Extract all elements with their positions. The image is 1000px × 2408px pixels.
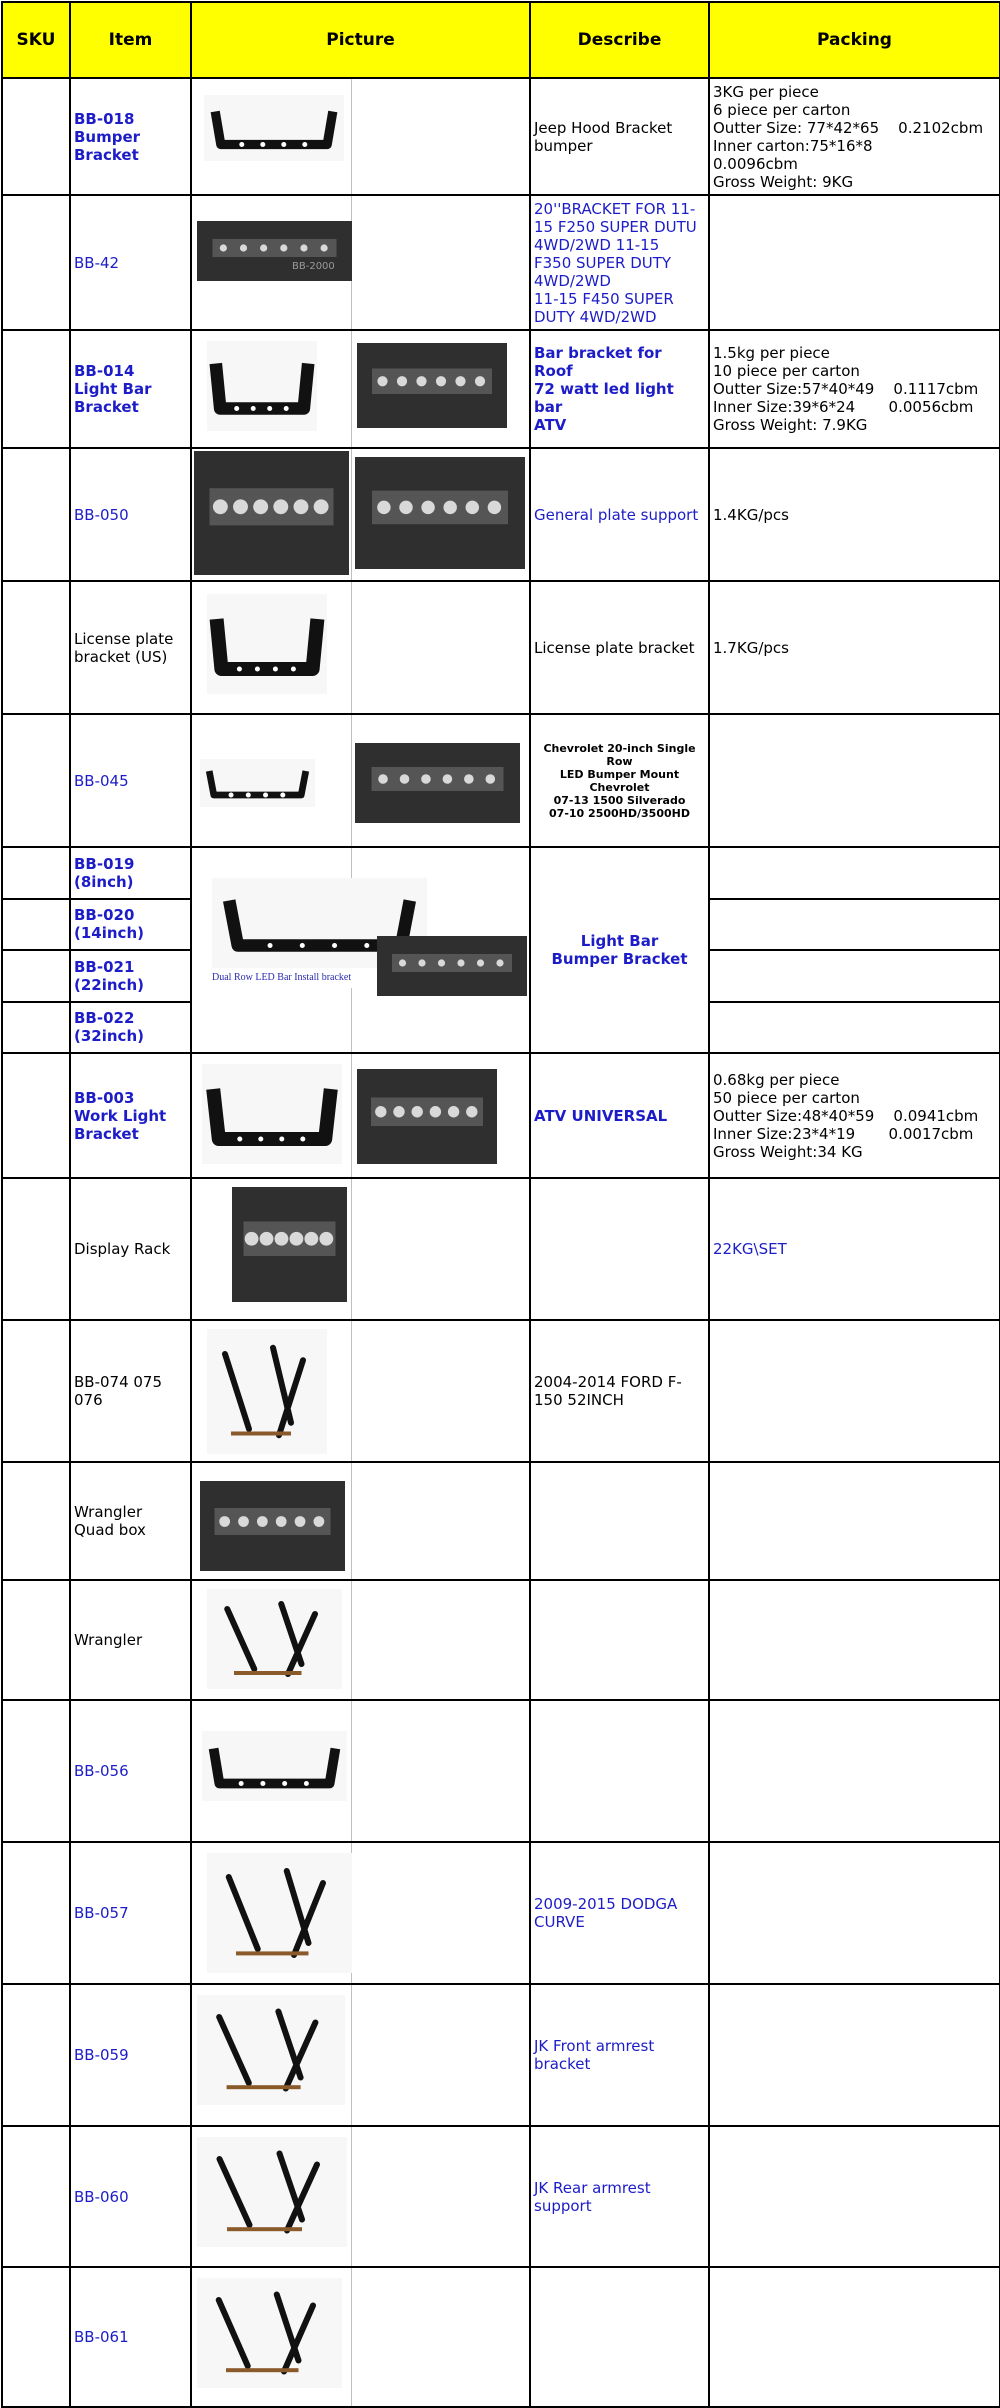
describe-cell bbox=[530, 1320, 709, 1462]
header-picture: Picture bbox=[191, 2, 530, 78]
packing-cell bbox=[709, 330, 1000, 448]
describe-line: CURVE bbox=[534, 1913, 585, 1931]
describe-cell bbox=[530, 2126, 709, 2267]
table-row bbox=[2, 330, 1000, 448]
item-cell bbox=[70, 78, 191, 195]
header-packing: Packing bbox=[709, 2, 1000, 78]
packing-cell bbox=[709, 448, 1000, 581]
product-photo bbox=[207, 1853, 352, 1973]
item-cell bbox=[70, 714, 191, 847]
picture-cell bbox=[191, 2126, 530, 2267]
packing-line: 6 piece per carton bbox=[713, 100, 851, 119]
item-line: BB-022 bbox=[74, 1009, 135, 1028]
describe-cell bbox=[530, 581, 709, 714]
describe-cell bbox=[530, 330, 709, 448]
item-cell bbox=[70, 448, 191, 581]
describe-line: License plate bracket bbox=[534, 638, 695, 657]
item-line: Bracket bbox=[74, 398, 139, 416]
sku-cell bbox=[2, 847, 70, 899]
product-photo bbox=[207, 341, 317, 431]
sku-cell bbox=[2, 1462, 70, 1580]
packing-line: 22KG\SET bbox=[713, 1240, 787, 1258]
product-photo bbox=[194, 451, 349, 575]
product-photo bbox=[355, 457, 525, 569]
describe-line: ATV UNIVERSAL bbox=[534, 1106, 668, 1125]
describe-line: Chevrolet 20-inch Single Row bbox=[543, 741, 696, 768]
describe-line: 150 52INCH bbox=[534, 1391, 624, 1409]
describe-line: Bumper Bracket bbox=[551, 950, 688, 968]
item-line: (22inch) bbox=[74, 975, 144, 994]
describe-cell bbox=[530, 1462, 709, 1580]
describe-line: 2004-2014 FORD F- bbox=[534, 1373, 682, 1391]
packing-cell bbox=[709, 2126, 1000, 2267]
item-line: Quad box bbox=[74, 1521, 146, 1539]
header-sku: SKU bbox=[2, 2, 70, 78]
sku-cell bbox=[2, 581, 70, 714]
item-cell bbox=[70, 1580, 191, 1700]
bracket-set-caption: Dual Row LED Bar Install bracket bbox=[212, 972, 352, 983]
table-row bbox=[2, 1178, 1000, 1320]
describe-line: JK Front armrest bbox=[534, 2037, 655, 2055]
item-line: BB-003 bbox=[74, 1088, 135, 1107]
packing-cell bbox=[709, 1842, 1000, 1984]
packing-line: Inner carton:75*16*8 bbox=[713, 136, 873, 155]
describe-line: General plate support bbox=[534, 505, 699, 524]
item-line: BB-060 bbox=[74, 2187, 129, 2206]
packing-cell bbox=[709, 1580, 1000, 1700]
sku-cell bbox=[2, 1002, 70, 1054]
picture-cell bbox=[191, 2267, 530, 2407]
picture-cell bbox=[191, 330, 530, 448]
packing-cell bbox=[709, 1984, 1000, 2126]
picture-cell bbox=[191, 1580, 530, 1700]
packing-cell bbox=[709, 1053, 1000, 1178]
item-line: Light Bar bbox=[74, 380, 152, 398]
picture-cell bbox=[191, 78, 530, 195]
table-row bbox=[2, 1053, 1000, 1178]
packing-cell bbox=[709, 581, 1000, 714]
describe-line: Jeep Hood Bracket bbox=[534, 118, 673, 137]
packing-cell bbox=[709, 714, 1000, 847]
describe-cell bbox=[530, 1700, 709, 1842]
packing-line: 1.5kg per piece bbox=[713, 344, 830, 362]
table-row bbox=[2, 2126, 1000, 2267]
picture-cell bbox=[191, 1053, 530, 1178]
item-line: (8inch) bbox=[74, 872, 134, 891]
packing-cell bbox=[709, 899, 1000, 951]
describe-cell bbox=[530, 2267, 709, 2407]
packing-line: 0.68kg per piece bbox=[713, 1070, 840, 1089]
sku-cell bbox=[2, 2267, 70, 2407]
packing-line: Gross Weight: 9KG bbox=[713, 172, 854, 191]
packing-line: 0.0096cbm bbox=[713, 154, 798, 173]
product-photo bbox=[202, 1731, 347, 1801]
describe-line: F350 SUPER DUTY bbox=[534, 253, 672, 272]
describe-cell bbox=[530, 1580, 709, 1700]
packing-cell bbox=[709, 1700, 1000, 1842]
packing-line: Outter Size: 77*42*65 0.2102cbm bbox=[713, 118, 984, 137]
item-line: Bumper bbox=[74, 127, 141, 146]
describe-line: JK Rear armrest bbox=[534, 2178, 651, 2197]
item-line: Bracket bbox=[74, 145, 139, 164]
item-cell bbox=[70, 1178, 191, 1320]
describe-line: bracket bbox=[534, 2055, 591, 2073]
packing-line: Gross Weight:34 KG bbox=[713, 1142, 863, 1161]
describe-cell bbox=[530, 1842, 709, 1984]
packing-line: Gross Weight: 7.9KG bbox=[713, 416, 868, 434]
packing-cell bbox=[709, 1320, 1000, 1462]
bb42-photo-label: BB-2000 bbox=[292, 261, 335, 272]
packing-cell bbox=[709, 950, 1000, 1002]
describe-cell bbox=[530, 1984, 709, 2126]
product-photo bbox=[357, 343, 507, 428]
describe-line: 20''BRACKET FOR 11- bbox=[534, 199, 696, 218]
item-line: BB-019 bbox=[74, 854, 135, 873]
sku-cell bbox=[2, 1984, 70, 2126]
item-line: BB-42 bbox=[74, 253, 120, 272]
describe-line: DUTY 4WD/2WD bbox=[534, 307, 657, 326]
packing-cell bbox=[709, 1462, 1000, 1580]
product-photo bbox=[197, 2137, 347, 2247]
table-row bbox=[2, 1842, 1000, 1984]
packing-line: Outter Size:48*40*59 0.0941cbm bbox=[713, 1106, 979, 1125]
packing-line: 10 piece per carton bbox=[713, 362, 860, 380]
picture-cell bbox=[191, 847, 530, 1053]
packing-line: 3KG per piece bbox=[713, 82, 819, 101]
light-bar-photo bbox=[377, 936, 527, 996]
table-row bbox=[2, 78, 1000, 195]
packing-line: Inner Size:39*6*24 0.0056cbm bbox=[713, 398, 974, 416]
item-cell bbox=[70, 195, 191, 330]
item-cell bbox=[70, 2126, 191, 2267]
describe-line: Bar bracket for Roof bbox=[534, 344, 662, 380]
product-photo bbox=[207, 1589, 342, 1689]
sku-cell bbox=[2, 1580, 70, 1700]
item-cell bbox=[70, 1002, 191, 1054]
picture-cell bbox=[191, 1700, 530, 1842]
item-line: BB-045 bbox=[74, 771, 129, 790]
sku-cell bbox=[2, 1842, 70, 1984]
item-line: BB-021 bbox=[74, 957, 135, 976]
table-row bbox=[2, 195, 1000, 330]
header-describe: Describe bbox=[530, 2, 709, 78]
table-row bbox=[2, 1462, 1000, 1580]
describe-line: support bbox=[534, 2196, 592, 2215]
describe-line: 2009-2015 DODGA bbox=[534, 1895, 678, 1913]
table-row bbox=[2, 1320, 1000, 1462]
describe-line: 4WD/2WD 11-15 bbox=[534, 235, 660, 254]
describe-cell bbox=[530, 78, 709, 195]
item-line: BB-061 bbox=[74, 2328, 129, 2346]
product-table bbox=[1, 1, 1000, 2408]
packing-line: 1.4KG/pcs bbox=[713, 505, 789, 524]
picture-cell bbox=[191, 1984, 530, 2126]
sku-cell bbox=[2, 950, 70, 1002]
item-line: BB-074 075 bbox=[74, 1373, 163, 1391]
item-cell bbox=[70, 1842, 191, 1984]
item-line: BB-057 bbox=[74, 1904, 129, 1922]
product-photo bbox=[204, 95, 344, 161]
packing-line: Inner Size:23*4*19 0.0017cbm bbox=[713, 1124, 974, 1143]
describe-line: 07-10 2500HD/3500HD bbox=[549, 806, 690, 820]
product-photo bbox=[202, 1064, 342, 1164]
table-row bbox=[2, 448, 1000, 581]
describe-line: 15 F250 SUPER DUTU bbox=[534, 217, 697, 236]
packing-cell bbox=[709, 1002, 1000, 1054]
item-line: Work Light bbox=[74, 1106, 167, 1125]
describe-line: LED Bumper Mount Chevrolet bbox=[559, 767, 680, 794]
item-line: Bracket bbox=[74, 1124, 139, 1143]
packing-line: Outter Size:57*40*49 0.1117cbm bbox=[713, 380, 979, 398]
describe-line: bumper bbox=[534, 136, 593, 155]
item-cell bbox=[70, 950, 191, 1002]
product-photo bbox=[355, 743, 520, 823]
describe-line: 07-13 1500 Silverado bbox=[553, 793, 686, 807]
table-row bbox=[2, 1700, 1000, 1842]
item-cell bbox=[70, 1053, 191, 1178]
product-photo bbox=[197, 2278, 342, 2388]
picture-cell bbox=[191, 1178, 530, 1320]
sku-cell bbox=[2, 1178, 70, 1320]
item-cell bbox=[70, 847, 191, 899]
item-line: BB-056 bbox=[74, 1762, 129, 1780]
item-line: BB-050 bbox=[74, 505, 129, 524]
item-line: BB-018 bbox=[74, 109, 135, 128]
table-row bbox=[2, 1984, 1000, 2126]
item-line: License plate bbox=[74, 629, 174, 648]
sku-cell bbox=[2, 2126, 70, 2267]
header-item: Item bbox=[70, 2, 191, 78]
sku-cell bbox=[2, 1053, 70, 1178]
item-cell bbox=[70, 2267, 191, 2407]
item-line: Display Rack bbox=[74, 1240, 171, 1258]
picture-cell bbox=[191, 195, 530, 330]
product-photo bbox=[357, 1069, 497, 1164]
describe-line: 11-15 F450 SUPER bbox=[534, 289, 674, 308]
packing-cell bbox=[709, 1178, 1000, 1320]
packing-cell bbox=[709, 195, 1000, 330]
sku-cell bbox=[2, 330, 70, 448]
item-cell bbox=[70, 1700, 191, 1842]
item-line: 076 bbox=[74, 1391, 103, 1409]
product-photo bbox=[207, 594, 327, 694]
header-row bbox=[2, 2, 1000, 78]
table-row bbox=[2, 581, 1000, 714]
sku-cell bbox=[2, 448, 70, 581]
item-line: Wrangler bbox=[74, 1503, 143, 1521]
packing-line: 50 piece per carton bbox=[713, 1088, 860, 1107]
picture-cell bbox=[191, 581, 530, 714]
sku-cell bbox=[2, 714, 70, 847]
packing-cell bbox=[709, 2267, 1000, 2407]
picture-cell bbox=[191, 714, 530, 847]
table-row bbox=[2, 847, 1000, 899]
describe-line: ATV bbox=[534, 416, 567, 434]
table-row bbox=[2, 1580, 1000, 1700]
describe-line: Light Bar bbox=[580, 932, 659, 950]
picture-cell bbox=[191, 1320, 530, 1462]
item-line: bracket (US) bbox=[74, 647, 168, 666]
sku-cell bbox=[2, 195, 70, 330]
item-line: Wrangler bbox=[74, 1631, 143, 1649]
sku-cell bbox=[2, 1700, 70, 1842]
item-line: (14inch) bbox=[74, 924, 144, 943]
item-cell bbox=[70, 1320, 191, 1462]
product-photo bbox=[207, 1329, 327, 1454]
table-row bbox=[2, 2267, 1000, 2407]
describe-line: 72 watt led light bar bbox=[534, 380, 674, 416]
item-cell bbox=[70, 1462, 191, 1580]
picture-cell bbox=[191, 448, 530, 581]
product-photo bbox=[197, 1995, 345, 2105]
describe-cell bbox=[530, 448, 709, 581]
product-photo bbox=[200, 759, 315, 807]
product-photo bbox=[200, 1481, 345, 1571]
describe-cell bbox=[530, 195, 709, 330]
sku-cell bbox=[2, 78, 70, 195]
picture-cell bbox=[191, 1842, 530, 1984]
describe-line: 4WD/2WD bbox=[534, 271, 611, 290]
packing-cell bbox=[709, 847, 1000, 899]
item-line: (32inch) bbox=[74, 1027, 144, 1046]
item-cell bbox=[70, 899, 191, 951]
item-cell bbox=[70, 1984, 191, 2126]
sku-cell bbox=[2, 899, 70, 951]
product-photo bbox=[232, 1187, 347, 1302]
picture-cell bbox=[191, 1462, 530, 1580]
table-row bbox=[2, 714, 1000, 847]
describe-cell bbox=[530, 714, 709, 847]
item-cell bbox=[70, 330, 191, 448]
item-line: BB-020 bbox=[74, 906, 135, 925]
sku-cell bbox=[2, 1320, 70, 1462]
packing-cell bbox=[709, 78, 1000, 195]
item-line: BB-014 bbox=[74, 362, 135, 380]
describe-cell bbox=[530, 1053, 709, 1178]
item-cell bbox=[70, 581, 191, 714]
describe-cell bbox=[530, 847, 709, 1053]
describe-cell bbox=[530, 1178, 709, 1320]
packing-line: 1.7KG/pcs bbox=[713, 638, 789, 657]
item-line: BB-059 bbox=[74, 2046, 129, 2064]
